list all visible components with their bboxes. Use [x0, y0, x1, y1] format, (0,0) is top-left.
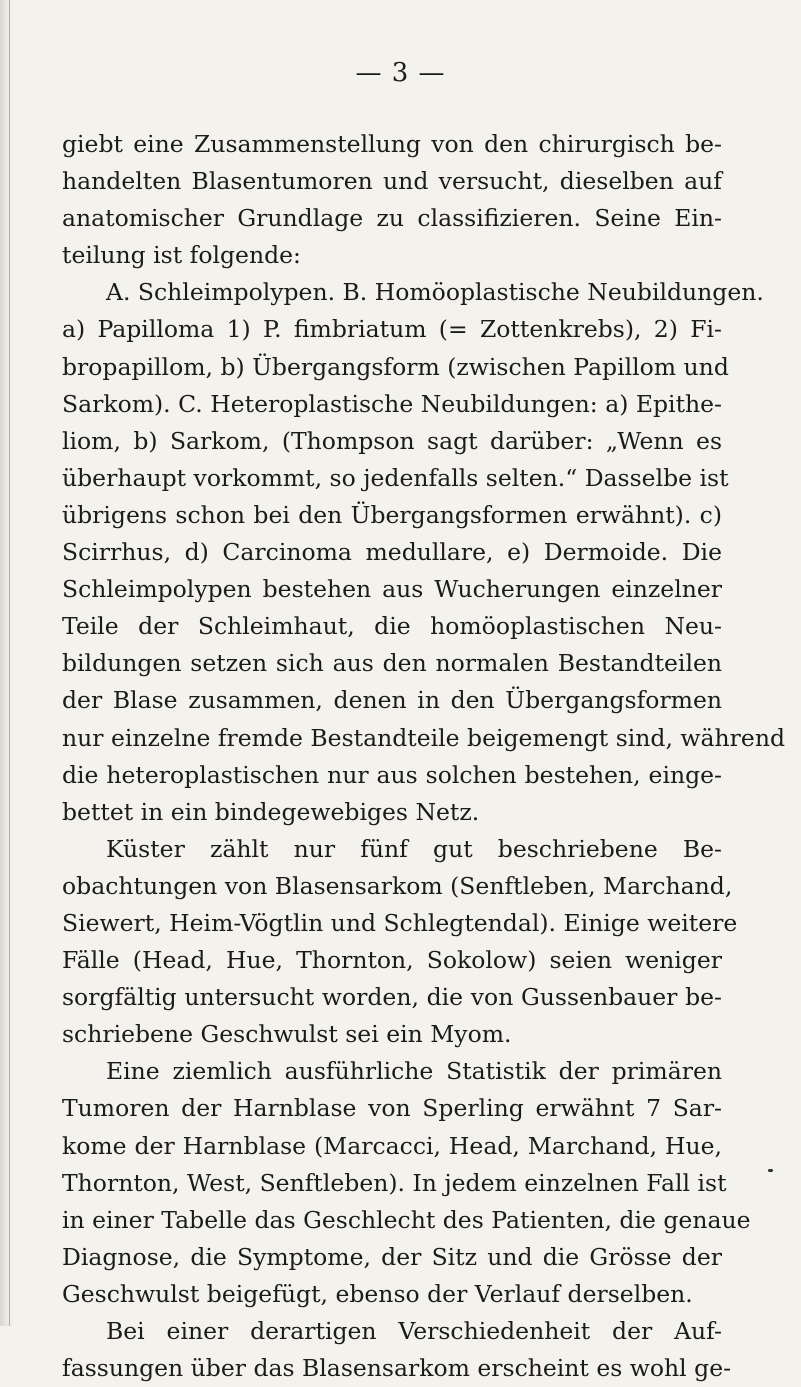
- page-gutter-shadow: [0, 0, 14, 1326]
- text-line: giebt eine Zusammenstellung von den chirurgisch be-: [62, 130, 722, 158]
- text-line: Küster zählt nur fünf gut beschriebene Be-: [106, 834, 722, 863]
- text-line: A. Schleimpolypen. B. Homöoplastische Neubildungen.: [106, 278, 764, 307]
- text-line: Sarkom). C. Heteroplastische Neubildungen: a) Epithe-: [62, 389, 722, 418]
- text-line: Siewert, Heim-Vögtlin und Schlegtendal). Einige weitere: [62, 908, 738, 937]
- text-line: Scirrhus, d) Carcinoma medullare, e) Dermoide. Die: [62, 538, 722, 567]
- text-line: liom, b) Sarkom, (Thompson sagt darüber: „Wenn es: [62, 426, 722, 455]
- text-line: anatomischer Grundlage zu classifizieren. Seine Ein-: [62, 204, 722, 233]
- text-line: sorgfältig untersucht worden, die von Gussenbauer be-: [62, 983, 722, 1012]
- text-line: der Blase zusammen, denen in den Übergangsformen: [62, 686, 722, 715]
- text-line: bettet in ein bindegewebiges Netz.: [62, 797, 480, 826]
- text-line: teilung ist folgende:: [62, 241, 301, 270]
- text-line: a) Papilloma 1) P. fimbriatum (= Zottenkrebs), 2) Fi-: [62, 315, 722, 344]
- page-number: — 3 —: [355, 58, 446, 88]
- text-line: Teile der Schleimhaut, die homöoplastischen Neu-: [62, 612, 722, 641]
- ink-speck: [768, 1169, 773, 1172]
- text-line: bildungen setzen sich aus den normalen Bestandteilen: [62, 649, 722, 678]
- text-line: die heteroplastischen nur aus solchen bestehen, einge-: [62, 760, 722, 789]
- text-line: Schleimpolypen bestehen aus Wucherungen einzelner: [62, 575, 722, 604]
- text-line: Geschwulst beigefügt, ebenso der Verlauf derselben.: [62, 1279, 693, 1308]
- text-line: Thornton, West, Senftleben). In jedem einzelnen Fall ist: [62, 1168, 727, 1197]
- text-line: bropapillom, b) Übergangsform (zwischen Papillom und: [62, 352, 729, 381]
- page-edge-line: [9, 0, 10, 1326]
- text-line: Tumoren der Harnblase von Sperling erwähnt 7 Sar-: [62, 1094, 722, 1123]
- text-line: in einer Tabelle das Geschlecht des Patienten, die genaue: [62, 1205, 751, 1234]
- text-line: kome der Harnblase (Marcacci, Head, Marchand, Hue,: [62, 1131, 722, 1160]
- text-line: Fälle (Head, Hue, Thornton, Sokolow) seien weniger: [62, 946, 722, 975]
- text-line: fassungen über das Blasensarkom erscheint es wohl ge-: [62, 1354, 732, 1383]
- text-line: schriebene Geschwulst sei ein Myom.: [62, 1020, 512, 1049]
- body-text: [62, 126, 785, 1387]
- text-line: Eine ziemlich ausführliche Statistik der primären: [106, 1057, 722, 1086]
- text-line: Diagnose, die Symptome, der Sitz und die Grösse der: [62, 1242, 722, 1271]
- text-line: Bei einer derartigen Verschiedenheit der Auf-: [106, 1317, 722, 1345]
- text-line: überhaupt vorkommt, so jedenfalls selten.“ Dasselbe ist: [62, 463, 729, 492]
- text-line: handelten Blasentumoren und versucht, dieselben auf: [62, 167, 722, 196]
- text-line: übrigens schon bei den Übergangsformen erwähnt). c): [62, 500, 722, 529]
- text-line: obachtungen von Blasensarkom (Senftleben, Marchand,: [62, 871, 733, 900]
- text-line: nur einzelne fremde Bestandteile beigemengt sind, während: [62, 723, 785, 752]
